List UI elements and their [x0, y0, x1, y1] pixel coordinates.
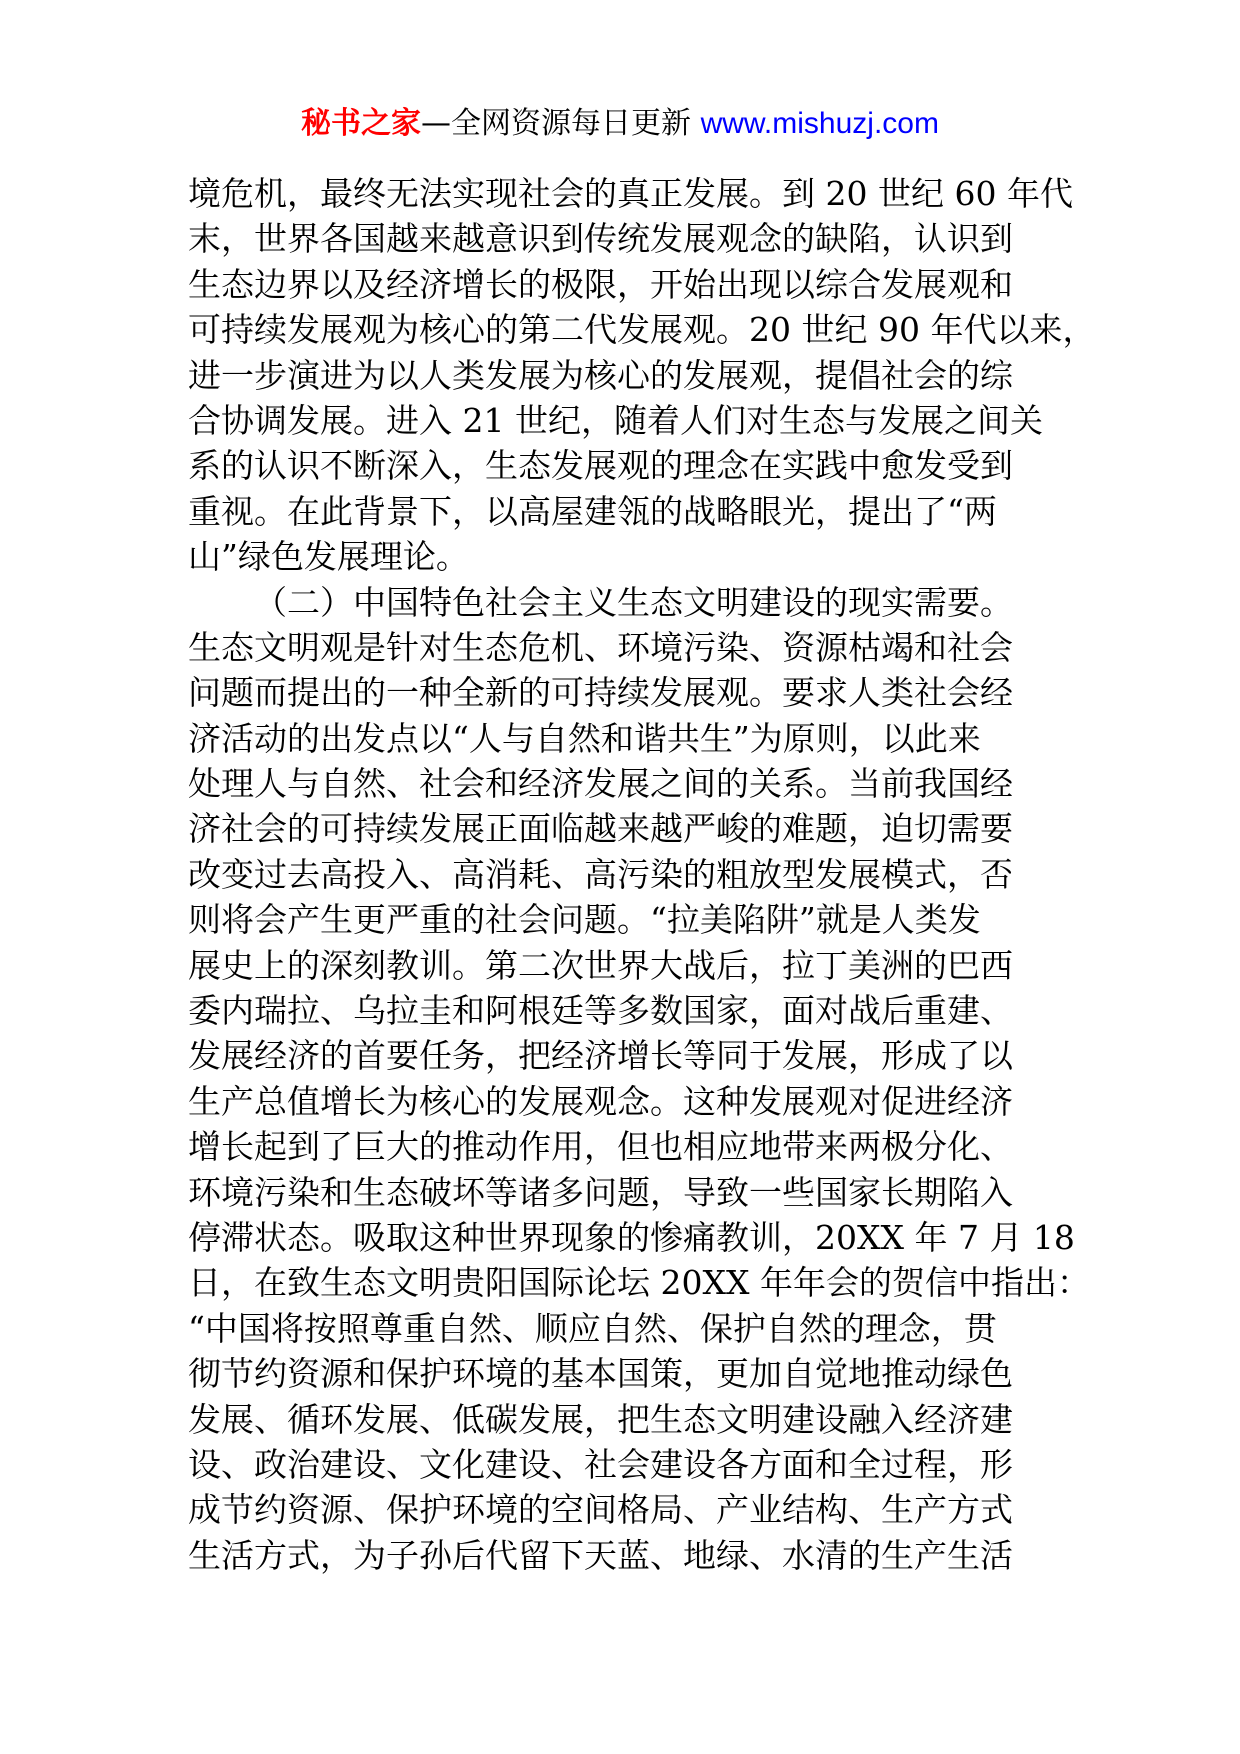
text-line: 环境污染和生态破坏等诸多问题，导致一些国家长期陷入 — [188, 1172, 1013, 1212]
text-line: 末，世界各国越来越意识到传统发展观念的缺陷，认识到 — [188, 219, 1013, 259]
text-line: 可持续发展观为核心的第二代发展观。20 世纪 90 年代以来， — [188, 310, 1096, 350]
text-line: 系的认识不断深入，生态发展观的理念在实践中愈发受到 — [188, 446, 1013, 486]
page-header — [0, 102, 1240, 146]
text-line: 展史上的深刻教训。第二次世界大战后，拉丁美洲的巴西 — [188, 945, 1013, 985]
text-line: 设、政治建设、文化建设、社会建设各方面和全过程，形 — [188, 1444, 1013, 1484]
text-line: 委内瑞拉、乌拉圭和阿根廷等多数国家，面对战后重建、 — [188, 991, 1013, 1031]
text-line: 重视。在此背景下，以高屋建瓴的战略眼光，提出了“两 — [188, 491, 997, 531]
text-line: 改变过去高投入、高消耗、高污染的粗放型发展模式，否 — [188, 854, 1013, 894]
text-line: 成节约资源、保护环境的空间格局、产业结构、生产方式 — [188, 1490, 1013, 1530]
text-line: 进一步演进为以人类发展为核心的发展观，提倡社会的综 — [188, 355, 1013, 395]
text-line: 发展、循环发展、低碳发展，把生态文明建设融入经济建 — [188, 1399, 1013, 1439]
text-line: 济活动的出发点以“人与自然和谐共生”为原则，以此来 — [188, 718, 981, 758]
text-line: 发展经济的首要任务，把经济增长等同于发展，形成了以 — [188, 1036, 1013, 1076]
text-line: 境危机，最终无法实现社会的真正发展。到 20 世纪 60 年代 — [188, 174, 1073, 213]
text-line: 山”绿色发展理论。 — [188, 537, 469, 577]
text-line: 生活方式，为子孙后代留下天蓝、地绿、水清的生产生活 — [188, 1535, 1013, 1575]
text-line: 则将会产生更严重的社会问题。“拉美陷阱”就是人类发 — [188, 900, 981, 940]
text-line: 停滞状态。吸取这种世界现象的惨痛教训，20XX 年 7 月 18 — [188, 1217, 1075, 1257]
brand-name: 秘书之家 — [301, 106, 422, 141]
website-link[interactable]: www.mishuzj.com — [700, 107, 939, 140]
text-line: “中国将按照尊重自然、顺应自然、保护自然的理念，贯 — [188, 1308, 997, 1348]
text-line: 处理人与自然、社会和经济发展之间的关系。当前我国经 — [188, 764, 1013, 804]
text-line: 生态文明观是针对生态危机、环境污染、资源枯竭和社会 — [188, 627, 1013, 667]
header-tagline: —全网资源每日更新 — [421, 106, 701, 141]
text-line: 生产总值增长为核心的发展观念。这种发展观对促进经济 — [188, 1081, 1013, 1121]
text-line: 日，在致生态文明贵阳国际论坛 20XX 年年会的贺信中指出： — [188, 1263, 1090, 1303]
text-line: 济社会的可持续发展正面临越来越严峻的难题，迫切需要 — [188, 809, 1013, 849]
document-body — [188, 171, 1096, 1578]
text-line: 合协调发展。进入 21 世纪，随着人们对生态与发展之间关 — [188, 400, 1043, 440]
text-line: （二）中国特色社会主义生态文明建设的现实需要。 — [254, 582, 1013, 622]
text-line: 问题而提出的一种全新的可持续发展观。要求人类社会经 — [188, 673, 1013, 713]
text-line: 增长起到了巨大的推动作用，但也相应地带来两极分化、 — [188, 1127, 1013, 1167]
text-line: 生态边界以及经济增长的极限，开始出现以综合发展观和 — [188, 264, 1013, 304]
text-line: 彻节约资源和保护环境的基本国策，更加自觉地推动绿色 — [188, 1354, 1013, 1394]
